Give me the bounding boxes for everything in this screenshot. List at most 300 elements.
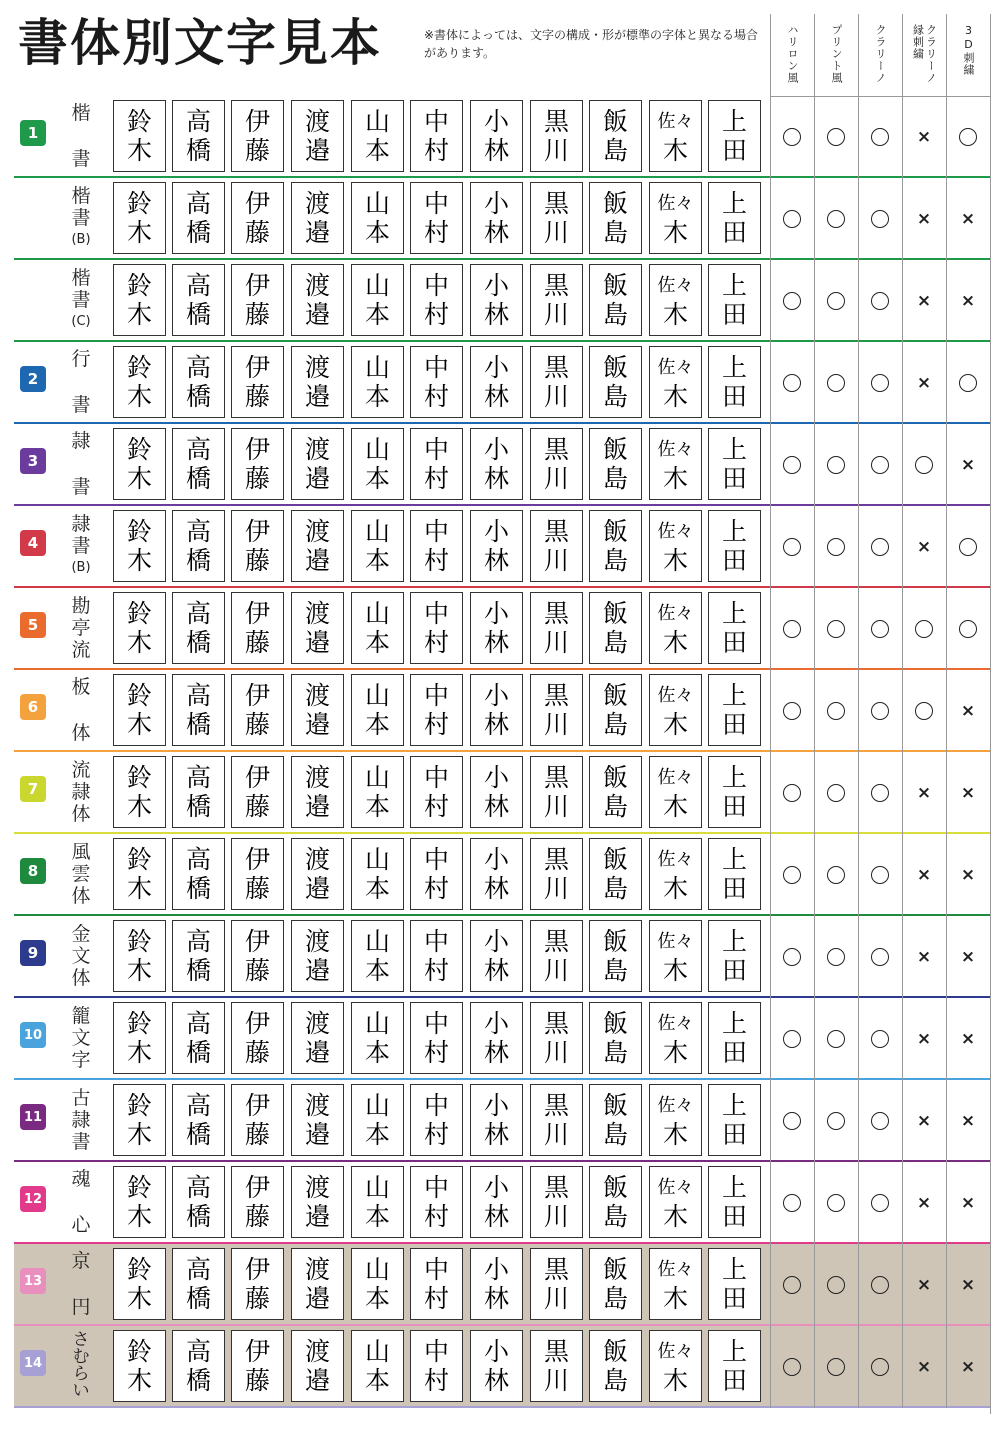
name-sample-char: 中 [423, 927, 449, 956]
style-name [64, 1086, 98, 1154]
name-sample-char: 飯 [602, 763, 628, 792]
name-sample-char: 藤 [244, 546, 270, 575]
unavailable-cross-icon [946, 1244, 990, 1326]
name-sample-cell [291, 264, 344, 336]
name-sample-cell [589, 100, 642, 172]
name-sample-cell [649, 264, 702, 336]
name-sample-cell [649, 1166, 702, 1238]
name-sample-cell [708, 838, 761, 910]
name-sample-char: 飯 [602, 845, 628, 874]
name-sample-char: 黒 [543, 1173, 569, 1202]
name-sample-char: 川 [543, 1120, 569, 1149]
style-name-char: 体 [71, 803, 91, 825]
name-sample-cell [410, 428, 463, 500]
name-sample-char: 黒 [543, 599, 569, 628]
name-sample-cell [470, 1166, 523, 1238]
name-sample-char: 黒 [543, 1255, 569, 1284]
cross-icon: × [960, 783, 976, 803]
name-sample-cell [649, 1084, 702, 1156]
name-sample-cell [470, 920, 523, 992]
name-sample-char: 高 [185, 927, 211, 956]
name-sample-cell [113, 1166, 166, 1238]
available-circle-icon [858, 424, 902, 506]
style-number-badge: 8 [20, 858, 46, 884]
name-sample-char: 藤 [244, 1120, 270, 1149]
name-sample-char: 橋 [185, 1202, 211, 1231]
name-sample-cell [291, 1166, 344, 1238]
available-circle-icon [814, 260, 858, 342]
name-sample-char: 山 [364, 1255, 390, 1284]
circle-icon [959, 128, 977, 146]
column-divider [946, 96, 947, 1408]
name-sample-cell [410, 674, 463, 746]
available-circle-icon [770, 1244, 814, 1326]
name-sample-char: 本 [364, 1038, 390, 1067]
name-sample-char: 木 [126, 546, 152, 575]
name-sample-char: 林 [483, 546, 509, 575]
name-sample-cell [589, 674, 642, 746]
cross-icon: × [960, 209, 976, 229]
name-sample-char: 村 [423, 1038, 449, 1067]
cross-icon: × [916, 1111, 932, 1131]
name-sample-char: 佐々 [657, 1013, 694, 1034]
name-sample-char: 中 [423, 1255, 449, 1284]
style-name [64, 1168, 98, 1236]
name-sample-char: 木 [662, 464, 688, 493]
available-circle-icon [858, 916, 902, 998]
name-sample-char: 小 [483, 189, 509, 218]
name-sample-cell [351, 428, 404, 500]
name-sample-char: 上 [721, 1173, 747, 1202]
name-sample-char: 本 [364, 464, 390, 493]
style-number-badge: 9 [20, 940, 46, 966]
name-sample-char: 高 [185, 1009, 211, 1038]
name-sample-cell [530, 264, 583, 336]
name-sample-char: 邉 [304, 1366, 330, 1395]
name-sample-cell [470, 674, 523, 746]
name-sample-char: 木 [126, 300, 152, 329]
name-sample-char: 高 [185, 1255, 211, 1284]
name-sample-cell [530, 592, 583, 664]
circle-icon [959, 374, 977, 392]
name-sample-char: 島 [602, 218, 628, 247]
name-sample-char: 山 [364, 599, 390, 628]
name-sample-char: 川 [543, 300, 569, 329]
unavailable-cross-icon [902, 916, 946, 998]
unavailable-cross-icon [946, 1080, 990, 1162]
name-sample-char: 伊 [244, 1009, 270, 1038]
name-sample-char: 飯 [602, 681, 628, 710]
name-sample-cell [291, 1084, 344, 1156]
style-name [64, 758, 98, 826]
name-sample-char: 林 [483, 382, 509, 411]
available-circle-icon [814, 670, 858, 752]
name-sample-char: 黒 [543, 271, 569, 300]
name-sample-cell [410, 920, 463, 992]
name-sample-cell [113, 592, 166, 664]
name-sample-cell [172, 756, 225, 828]
name-sample-char: 鈴 [126, 517, 152, 546]
name-sample-cell [470, 838, 523, 910]
font-row [14, 342, 991, 424]
name-sample-char: 橋 [185, 792, 211, 821]
name-sample-char: 佐々 [657, 111, 694, 132]
name-sample-cell [410, 264, 463, 336]
name-sample-cell [470, 756, 523, 828]
name-sample-char: 伊 [244, 189, 270, 218]
style-name [64, 1004, 98, 1072]
font-row [14, 834, 991, 916]
name-sample-cell [470, 592, 523, 664]
name-sample-cell [351, 510, 404, 582]
name-sample-char: 村 [423, 546, 449, 575]
name-sample-cell [708, 346, 761, 418]
style-name-char: 籠 [71, 1005, 91, 1027]
name-sample-cell [530, 100, 583, 172]
name-sample-cell [410, 510, 463, 582]
circle-icon [827, 292, 845, 310]
name-sample-cell [708, 100, 761, 172]
available-circle-icon [770, 96, 814, 178]
style-name-suffix: (C) [71, 314, 91, 329]
available-circle-icon [946, 96, 990, 178]
name-sample-char: 鈴 [126, 189, 152, 218]
circle-icon [827, 1358, 845, 1376]
name-sample-char: 木 [126, 956, 152, 985]
style-name-char: ら [72, 1364, 90, 1384]
circle-icon [871, 128, 889, 146]
name-sample-cell [530, 1330, 583, 1402]
name-sample-cell [530, 1166, 583, 1238]
name-sample-char: 上 [721, 681, 747, 710]
name-sample-char: 本 [364, 218, 390, 247]
style-name-char: 書 [71, 148, 91, 170]
cross-icon: × [960, 455, 976, 475]
name-sample-char: 中 [423, 353, 449, 382]
style-name-char: 亭 [71, 617, 91, 639]
style-name-char: 心 [71, 1214, 91, 1236]
name-sample-cell [172, 592, 225, 664]
name-sample-char: 林 [483, 628, 509, 657]
circle-icon [783, 128, 801, 146]
name-sample-cell [231, 674, 284, 746]
name-sample-char: 邉 [304, 710, 330, 739]
name-sample-char: 島 [602, 628, 628, 657]
circle-icon [827, 784, 845, 802]
unavailable-cross-icon [902, 834, 946, 916]
name-sample-cell [231, 1002, 284, 1074]
name-sample-cell [649, 592, 702, 664]
circle-icon [871, 1112, 889, 1130]
name-sample-cell [172, 920, 225, 992]
name-sample-char: 小 [483, 1091, 509, 1120]
name-sample-char: 木 [662, 1284, 688, 1313]
style-number-badge: 10 [20, 1022, 46, 1048]
name-sample-char: 伊 [244, 845, 270, 874]
name-sample-char: 小 [483, 1255, 509, 1284]
name-sample-char: 佐々 [657, 521, 694, 542]
name-sample-char: 本 [364, 546, 390, 575]
circle-icon [783, 620, 801, 638]
name-sample-char: 川 [543, 956, 569, 985]
name-sample-cell [708, 756, 761, 828]
available-circle-icon [858, 834, 902, 916]
table-right-border [990, 14, 991, 1414]
name-sample-char: 木 [662, 218, 688, 247]
name-sample-char: 佐々 [657, 357, 694, 378]
style-name [64, 430, 98, 498]
style-number-badge: 3 [20, 448, 46, 474]
name-sample-char: 田 [721, 546, 747, 575]
style-name [64, 840, 98, 908]
name-sample-char: 藤 [244, 956, 270, 985]
name-sample-char: 黒 [543, 1009, 569, 1038]
name-sample-cell [589, 428, 642, 500]
name-sample-cell [291, 510, 344, 582]
name-sample-char: 中 [423, 681, 449, 710]
name-sample-cell [351, 182, 404, 254]
name-sample-char: 林 [483, 956, 509, 985]
name-sample-cell [351, 1084, 404, 1156]
style-name [64, 512, 98, 580]
cross-icon: × [916, 947, 932, 967]
name-sample-char: 伊 [244, 1255, 270, 1284]
name-sample-char: 佐々 [657, 1095, 694, 1116]
name-sample-char: 邉 [304, 218, 330, 247]
name-sample-char: 鈴 [126, 681, 152, 710]
name-sample-char: 島 [602, 1202, 628, 1231]
name-sample-char: 藤 [244, 628, 270, 657]
style-name-char: 楷 [71, 267, 91, 289]
name-sample-char: 邉 [304, 464, 330, 493]
name-sample-char: 藤 [244, 136, 270, 165]
name-sample-cell [649, 920, 702, 992]
circle-icon [827, 128, 845, 146]
column-header-1 [770, 14, 814, 97]
name-sample-cell [708, 1248, 761, 1320]
name-sample-char: 佐々 [657, 439, 694, 460]
name-sample-char: 木 [126, 710, 152, 739]
name-sample-char: 林 [483, 1366, 509, 1395]
name-sample-char: 木 [126, 1120, 152, 1149]
circle-icon [783, 1358, 801, 1376]
circle-icon [783, 292, 801, 310]
name-sample-char: 山 [364, 681, 390, 710]
name-sample-char: 小 [483, 107, 509, 136]
name-sample-char: 小 [483, 927, 509, 956]
name-sample-char: 飯 [602, 107, 628, 136]
name-sample-char: 林 [483, 1202, 509, 1231]
cross-icon: × [960, 1029, 976, 1049]
name-sample-cell [470, 428, 523, 500]
name-sample-char: 橋 [185, 546, 211, 575]
circle-icon [871, 1030, 889, 1048]
available-circle-icon [814, 588, 858, 670]
name-sample-char: 佐々 [657, 849, 694, 870]
name-sample-cell [589, 838, 642, 910]
name-sample-cell [231, 1330, 284, 1402]
name-sample-cell [530, 182, 583, 254]
style-name-char: 体 [71, 967, 91, 989]
style-name-char: 勘 [71, 595, 91, 617]
unavailable-cross-icon [902, 96, 946, 178]
style-name-char: 書 [71, 535, 91, 557]
cross-icon: × [916, 783, 932, 803]
available-circle-icon [770, 506, 814, 588]
name-sample-cell [172, 1084, 225, 1156]
name-sample-char: 小 [483, 1009, 509, 1038]
name-sample-char: 黒 [543, 763, 569, 792]
name-sample-cell [530, 1248, 583, 1320]
name-sample-char: 邉 [304, 1284, 330, 1313]
circle-icon [827, 456, 845, 474]
name-sample-cell [291, 592, 344, 664]
available-circle-icon [858, 1244, 902, 1326]
column-header-5 [946, 14, 990, 97]
name-sample-char: 上 [721, 927, 747, 956]
name-sample-char: 川 [543, 1038, 569, 1067]
style-name-char: 字 [71, 1049, 91, 1071]
name-sample-char: 上 [721, 1255, 747, 1284]
name-sample-cell [470, 346, 523, 418]
name-sample-char: 中 [423, 271, 449, 300]
name-sample-char: 上 [721, 107, 747, 136]
name-sample-cell [172, 100, 225, 172]
available-circle-icon [814, 998, 858, 1080]
available-circle-icon [858, 260, 902, 342]
name-sample-cell [113, 920, 166, 992]
name-sample-char: 渡 [304, 1009, 330, 1038]
name-sample-char: 佐々 [657, 931, 694, 952]
name-sample-char: 村 [423, 628, 449, 657]
font-row [14, 588, 991, 670]
name-sample-char: 島 [602, 792, 628, 821]
circle-icon [915, 456, 933, 474]
circle-icon [783, 456, 801, 474]
name-sample-char: 林 [483, 874, 509, 903]
name-sample-cell [231, 756, 284, 828]
name-sample-char: 島 [602, 874, 628, 903]
available-circle-icon [858, 1080, 902, 1162]
name-sample-char: 林 [483, 1284, 509, 1313]
name-sample-char: 飯 [602, 1337, 628, 1366]
name-sample-cell [708, 264, 761, 336]
cross-icon: × [916, 1029, 932, 1049]
available-circle-icon [814, 752, 858, 834]
name-sample-char: 鈴 [126, 1255, 152, 1284]
available-circle-icon [770, 260, 814, 342]
name-sample-char: 田 [721, 300, 747, 329]
name-sample-char: 木 [126, 382, 152, 411]
name-sample-char: 田 [721, 1202, 747, 1231]
style-number-badge: 12 [20, 1186, 46, 1212]
column-divider [770, 96, 771, 1408]
unavailable-cross-icon [946, 670, 990, 752]
name-sample-cell [172, 1330, 225, 1402]
cross-icon: × [960, 291, 976, 311]
name-sample-char: 川 [543, 136, 569, 165]
name-sample-char: 島 [602, 1284, 628, 1313]
name-sample-char: 川 [543, 382, 569, 411]
name-sample-cell [649, 1330, 702, 1402]
name-sample-cell [291, 1002, 344, 1074]
name-sample-cell [708, 1166, 761, 1238]
name-sample-char: 本 [364, 1120, 390, 1149]
name-sample-char: 飯 [602, 189, 628, 218]
cross-icon: × [960, 1357, 976, 1377]
name-sample-char: 村 [423, 136, 449, 165]
column-header-text: 縁刺繍 [911, 24, 925, 60]
name-sample-char: 本 [364, 1366, 390, 1395]
name-sample-cell [113, 264, 166, 336]
name-sample-cell [530, 1084, 583, 1156]
circle-icon [827, 620, 845, 638]
name-sample-char: 山 [364, 763, 390, 792]
name-sample-char: 木 [662, 1120, 688, 1149]
available-circle-icon [770, 424, 814, 506]
name-sample-cell [113, 510, 166, 582]
name-sample-cell [589, 1330, 642, 1402]
column-header-text: クラリーノ [874, 24, 887, 84]
name-sample-cell [470, 100, 523, 172]
name-sample-cell [649, 1002, 702, 1074]
font-row [14, 998, 991, 1080]
name-sample-cell [291, 182, 344, 254]
unavailable-cross-icon [946, 834, 990, 916]
name-sample-char: 島 [602, 136, 628, 165]
name-sample-char: 島 [602, 1366, 628, 1395]
name-sample-cell [351, 1248, 404, 1320]
name-sample-cell [530, 346, 583, 418]
unavailable-cross-icon [902, 1080, 946, 1162]
name-sample-cell [589, 1166, 642, 1238]
style-name-char: 魂 [71, 1168, 91, 1190]
name-sample-char: 鈴 [126, 107, 152, 136]
name-sample-cell [470, 1330, 523, 1402]
name-sample-char: 渡 [304, 845, 330, 874]
name-sample-char: 林 [483, 300, 509, 329]
name-sample-char: 伊 [244, 1091, 270, 1120]
name-sample-char: 飯 [602, 1091, 628, 1120]
cross-icon: × [916, 1357, 932, 1377]
name-sample-char: 渡 [304, 271, 330, 300]
name-sample-char: 川 [543, 1366, 569, 1395]
name-sample-cell [351, 1330, 404, 1402]
name-sample-cell [172, 674, 225, 746]
name-sample-char: 山 [364, 1173, 390, 1202]
name-sample-char: 橋 [185, 136, 211, 165]
unavailable-cross-icon [902, 998, 946, 1080]
available-circle-icon [770, 1326, 814, 1408]
name-sample-char: 川 [543, 628, 569, 657]
column-header-4 [902, 14, 946, 97]
font-row [14, 96, 991, 178]
name-sample-char: 川 [543, 1202, 569, 1231]
name-sample-char: 佐々 [657, 685, 694, 706]
name-sample-char: 田 [721, 710, 747, 739]
name-sample-char: 島 [602, 1120, 628, 1149]
circle-icon [871, 948, 889, 966]
name-sample-char: 木 [662, 300, 688, 329]
style-name-char: 隷 [71, 781, 91, 803]
name-sample-char: 佐々 [657, 1259, 694, 1280]
name-sample-cell [172, 428, 225, 500]
circle-icon [783, 702, 801, 720]
cross-icon: × [916, 209, 932, 229]
name-sample-cell [231, 1248, 284, 1320]
available-circle-icon [814, 342, 858, 424]
name-sample-char: 木 [126, 464, 152, 493]
